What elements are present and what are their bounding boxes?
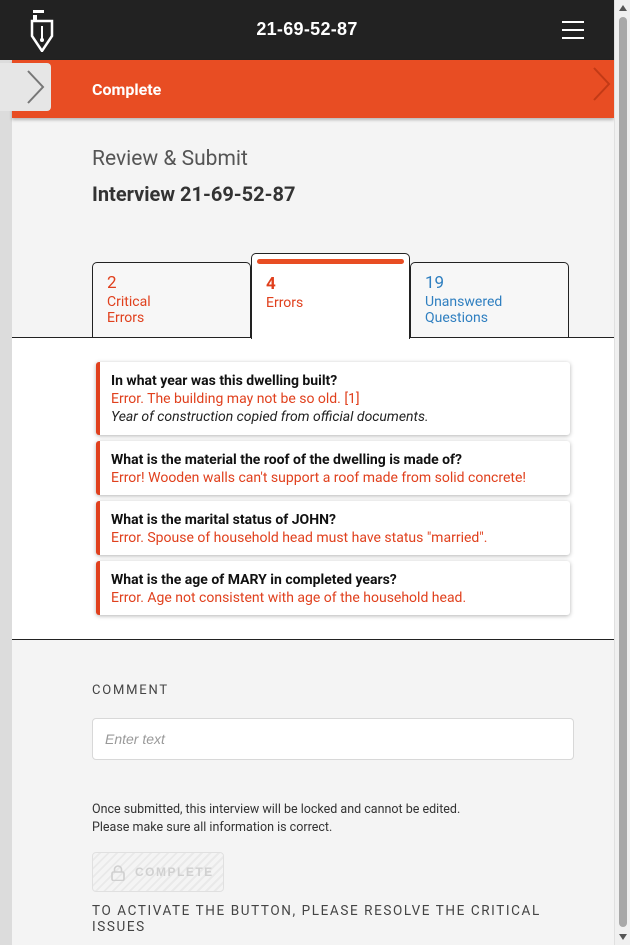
page-title: Review & Submit [92, 147, 248, 171]
scroll-down-arrow-icon[interactable] [619, 934, 627, 940]
interview-key-title: 21-69-52-87 [256, 19, 358, 39]
scrollbar[interactable] [614, 0, 630, 945]
error-message: Error. Spouse of household head must have status "married". [111, 530, 488, 546]
error-message: Error. Age not consistent with age of the household head. [111, 590, 467, 606]
errors-count: 4 [266, 274, 276, 294]
chevron-right-icon [0, 63, 51, 111]
sidebar-toggle-button[interactable] [0, 63, 51, 111]
error-card[interactable] [96, 561, 570, 615]
complete-button-label: COMPLETE [135, 865, 214, 879]
error-message: Error. The building may not be so old. [1] [111, 391, 360, 407]
hamburger-menu-icon[interactable] [562, 21, 584, 39]
error-card[interactable] [96, 501, 570, 555]
tab-unanswered-questions[interactable] [410, 262, 569, 338]
error-message: Error! Wooden walls can't support a roof made from solid concrete! [111, 470, 527, 486]
top-header [0, 0, 614, 60]
error-question: What is the marital status of JOHN? [111, 512, 336, 528]
errors-label: Errors [266, 295, 304, 311]
critical-label: Critical Errors [107, 294, 151, 326]
active-tab-indicator [257, 259, 404, 264]
lock-icon [111, 865, 125, 881]
divider [12, 639, 614, 640]
tab-errors[interactable] [251, 253, 410, 339]
next-section-chevron-icon[interactable] [590, 66, 612, 102]
error-comment: Year of construction copied from official documents. [111, 409, 429, 425]
error-card[interactable] [96, 441, 570, 495]
error-question: What is the material the roof of the dwelling is made of? [111, 452, 463, 468]
submit-note [92, 801, 460, 837]
comment-label: COMMENT [92, 683, 169, 698]
comment-input[interactable] [92, 718, 574, 760]
interview-heading: Interview 21-69-52-87 [92, 182, 296, 206]
submit-note-line: Once submitted, this interview will be locked and cannot be edited. [92, 802, 461, 817]
scrollbar-thumb[interactable] [619, 17, 627, 927]
error-question: In what year was this dwelling built? [111, 373, 338, 389]
tab-critical-errors[interactable] [92, 262, 251, 338]
error-card[interactable] [96, 362, 570, 435]
unanswered-count: 19 [425, 273, 445, 293]
unanswered-label: Unanswered Questions [425, 294, 503, 326]
complete-button[interactable] [92, 852, 224, 892]
scroll-up-arrow-icon[interactable] [619, 5, 627, 11]
critical-issues-warning: TO ACTIVATE THE BUTTON, PLEASE RESOLVE THE CRITICAL ISSUES [92, 903, 541, 935]
section-title: Complete [92, 80, 162, 99]
left-panel-edge [0, 60, 12, 945]
critical-count: 2 [107, 273, 117, 293]
error-question: What is the age of MARY in completed years? [111, 572, 397, 588]
submit-note-line: Please make sure all information is correct. [92, 820, 333, 835]
